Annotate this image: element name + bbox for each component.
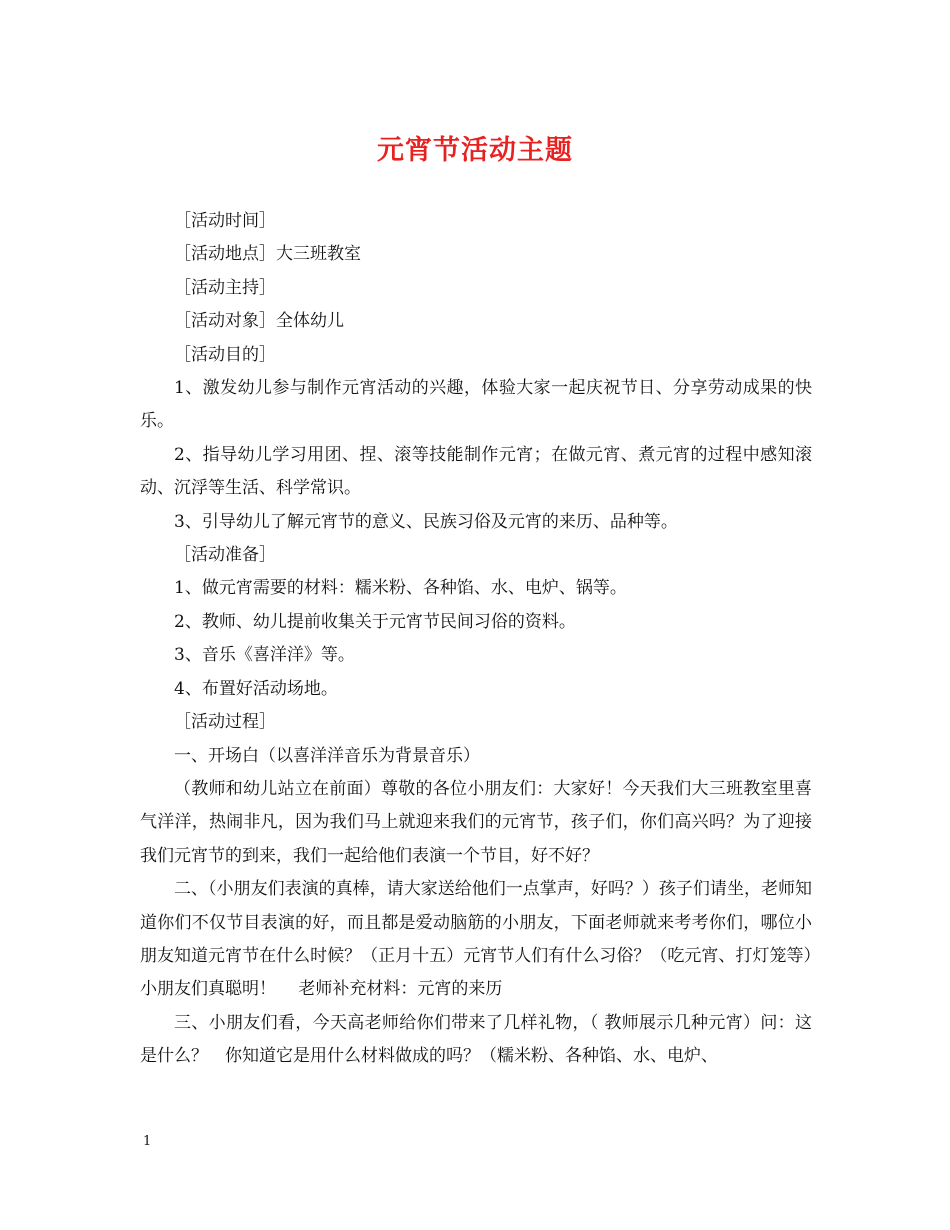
document-body (140, 205, 812, 1074)
prep-item-4: 4、布置好活动场地。 (174, 678, 338, 699)
prep-item-1: 1、做元宵需要的材料：糯米粉、各种馅、水、电炉、锅等。 (174, 578, 627, 599)
process-paragraph-opening: （教师和幼儿站立在前面）尊敬的各位小朋友们：大家好！今天我们大三班教室里喜气洋洋，热闹非凡，因为我们马上就迎来我们的元宵节，孩子们，你们高兴吗？为了迎接我们元宵节的到来，我们一起给他们表演一个节目，好不好？ (140, 778, 812, 866)
prep-item-2: 2、教师、幼儿提前收集关于元宵节民间习俗的资料。 (174, 611, 576, 632)
section-heading-preparation: ［活动准备］ (174, 545, 276, 566)
section-heading-process: ［活动过程］ (174, 712, 276, 733)
field-activity-time: ［活动时间］ (174, 211, 276, 231)
process-step-2: 二、（小朋友们表演的真棒，请大家送给他们一点掌声，好吗？）孩子们请坐，老师知道你们不仅节目表演的好，而且都是爱动脑筋的小朋友，下面老师就来考考你们，哪位小朋友知道元宵节在什么时候？（正月十五）元宵节人们有什么习俗？（吃元宵、打灯笼等）小朋友们真聪明！ 老师补充材料：元宵的来历 (140, 879, 812, 1000)
field-activity-location: ［活动地点］大三班教室 (174, 244, 361, 265)
process-step-3: 三、小朋友们看，今天高老师给你们带来了几样礼物，（ 教师展示几种元宵）问：这是什么？ 你知道它是用什么材料做成的吗？（糯米粉、各种馅、水、电炉、 (140, 1012, 812, 1067)
field-activity-host: ［活动主持］ (174, 277, 276, 298)
goal-item-2: 2、指导幼儿学习用团、捏、滚等技能制作元宵；在做元宵、煮元宵的过程中感知滚动、沉浮等生活、科学常识。 (140, 444, 812, 499)
goal-item-3: 3、引导幼儿了解元宵节的意义、民族习俗及元宵的来历、品种等。 (174, 511, 678, 532)
field-activity-audience: ［活动对象］全体幼儿 (174, 311, 344, 332)
process-step-1: 一、开场白（以喜洋洋音乐为背景音乐） (174, 745, 480, 766)
section-heading-goals: ［活动目的］ (174, 344, 276, 365)
goal-item-1: 1、激发幼儿参与制作元宵活动的兴趣，体验大家一起庆祝节日、分享劳动成果的快乐。 (140, 378, 812, 432)
prep-item-3: 3、音乐《喜洋洋》等。 (174, 645, 355, 666)
document-title: 元宵节活动主题 (377, 135, 573, 166)
page-number: 1 (143, 1134, 152, 1149)
